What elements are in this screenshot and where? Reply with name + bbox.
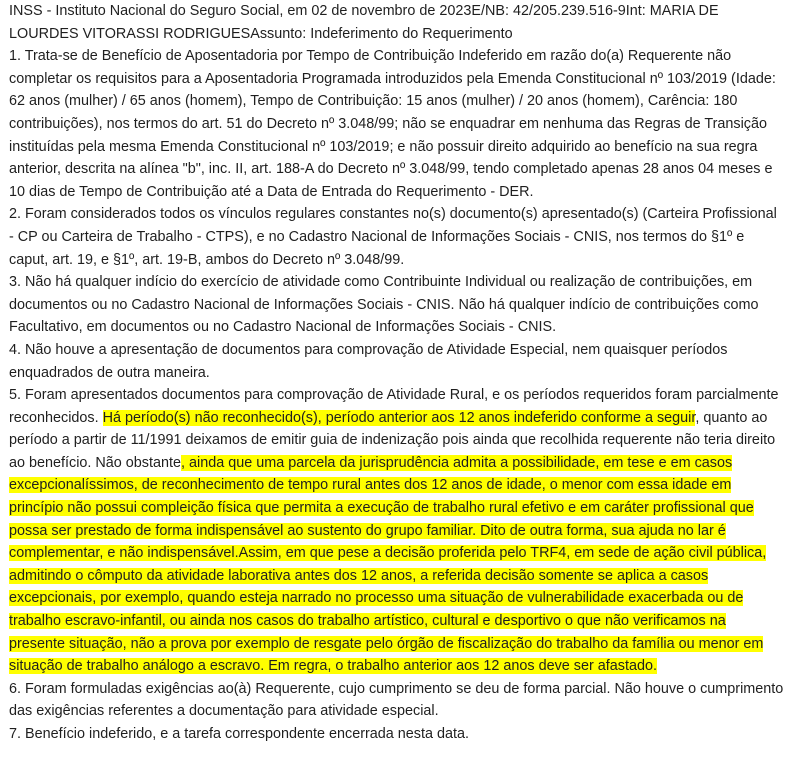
paragraph-4: 4. Não houve a apresentação de documentos para comprovação de Atividade Especial, nem quaisquer períodos enquadrados de outra maneira. — [9, 341, 728, 381]
highlighted-text: , ainda que uma parcela da jurisprudência admita a possibilidade, em tese e em casos excepcionalíssimos, de reconhecimento de tempo rural antes dos 12 anos de idade, o menor com essa idade em princípio não possui compleição física que permita a execução de trabalho rural efetivo e em caráter profissional que possa ser prestado de forma indispensável ao sustento do grupo familiar. Dito de outra forma, sua ajuda no lar é complementar, e não indispensável.Assim, em que pese a decisão proferida pelo TRF4, em sede de ação civil pública, admitindo o cômputo da atividade laborativa antes dos 12 anos, a referida decisão somente se aplica a casos excepcionais, por exemplo, quando esteja narrado no processo uma situação de vulnerabilidade exacerbada ou de trabalho escravo-infantil, ou ainda nos casos do trabalho artístico, cultural e desportivo o que não verificamos na presente situação, não a prova por exemplo de resgate pelo órgão de fiscalização do trabalho da família ou menor em situação de trabalho análogo a escravo. Em regra, o trabalho anterior aos 12 anos deve ser afastado. — [9, 454, 767, 675]
paragraph-1: 1. Trata-se de Benefício de Aposentadoria por Tempo de Contribuição Indeferido em razão do(a) Requerente não completar os requisitos para a Aposentadoria Programada introduzidos pela Emenda Constitucional nº 103/2019 (Idade: 62 anos (mulher) / 65 anos (homem), Tempo de Contribuição: 15 anos (mulher) / 20 anos (homem), Carência: 180 contribuições), nos termos do art. 51 do Decreto nº 3.048/99; não se enquadrar em nenhuma das Regras de Transição instituídas pela mesma Emenda Constitucional nº 103/2019; e não possuir direito adquirido ao benefício na sua regra anterior, descrita na alínea "b", inc. II, art. 188-A do Decreto nº 3.048/99, tendo completado apenas 28 anos 04 meses e 10 dias de Tempo de Contribuição até a Data de Entrada do Requerimento - DER. — [9, 48, 776, 200]
paragraph-7: 7. Benefício indeferido, e a tarefa correspondente encerrada nesta data. — [9, 726, 470, 742]
highlighted-text: Há período(s) não reconhecido(s), período anterior aos 12 anos indeferido conforme a seguir — [102, 409, 696, 426]
paragraph-2: 2. Foram considerados todos os vínculos regulares constantes no(s) documento(s) apresentado(s) (Carteira Profissional - CP ou Carteira de Trabalho - CTPS), e no Cadastro Nacional de Informações Sociais - CNIS, nos termos do §1º e caput, art. 19, e §1º, art. 19-B, ambos do Decreto nº 3.048/99. — [9, 206, 777, 268]
paragraph-3: 3. Não há qualquer indício do exercício de atividade como Contribuinte Individual ou realização de contribuições, em documentos ou no Cadastro Nacional de Informações Sociais - CNIS. Não há qualquer indício de contribuições como Facultativo, em documentos ou no Cadastro Nacional de Informações Sociais - CNIS. — [9, 274, 759, 336]
document-header: INSS - Instituto Nacional do Seguro Social, em 02 de novembro de 2023E/NB: 42/205.239.516-9Int: MARIA DE LOURDES VITORASSI RODRIGUESAssunto: Indeferimento do Requerimento — [9, 3, 719, 42]
paragraph-6: 6. Foram formuladas exigências ao(à) Requerente, cujo cumprimento se deu de forma parcial. Não houve o cumprimento das exigências referentes a documentação para atividade especial. — [9, 680, 784, 720]
paragraph-5-intro: 5. Foram apresentados documentos para comprovação de Atividade Rural, e os períodos requeridos foram parcialmente reconhecidos. — [9, 387, 779, 426]
paragraph-5 — [9, 384, 784, 678]
paragraph-5-middle: , quanto ao período a partir de 11/1991 deixamos de emitir guia de indenização pois ainda que recolhida requerente não teria direito ao benefício. Não obstante — [9, 409, 776, 471]
